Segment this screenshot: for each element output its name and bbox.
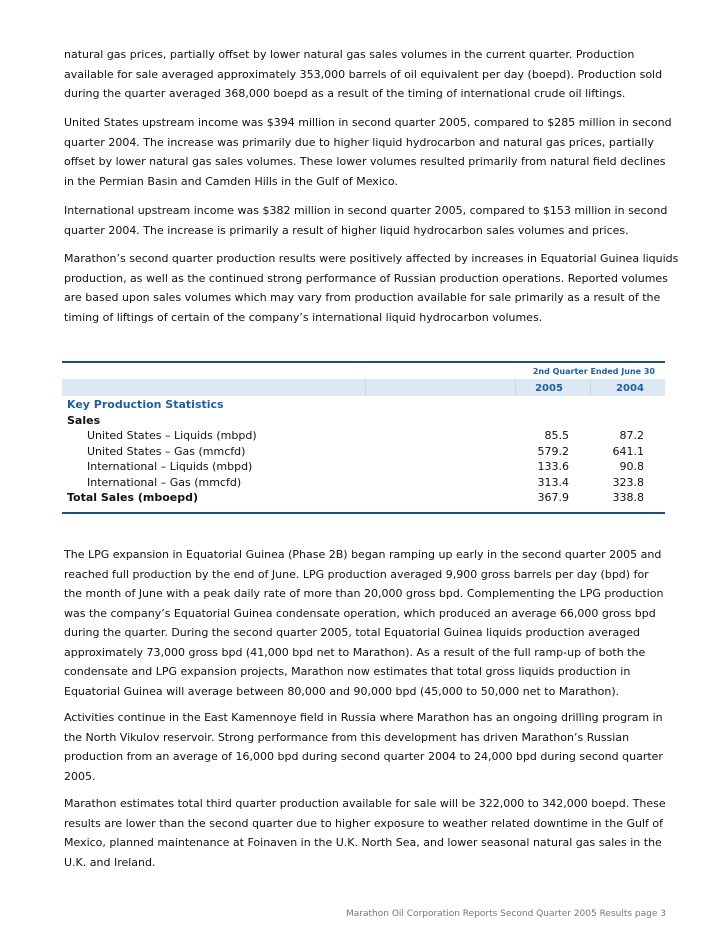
- period-header: 2nd Quarter Ended June 30: [532, 367, 655, 376]
- total-label: Total Sales (mboepd): [67, 491, 198, 504]
- value-2005: 133.6: [537, 460, 569, 473]
- year-header-2004: 2004: [616, 383, 644, 394]
- paragraph-us-upstream: [64, 113, 674, 191]
- paragraph-russia-activities: [64, 708, 674, 786]
- row-label: United States – Liquids (mbpd): [87, 429, 257, 442]
- table-row: [62, 475, 665, 490]
- value-2005: 313.4: [537, 476, 569, 489]
- section-title-row: [62, 397, 665, 412]
- text-line: the month of June with a peak daily rate of more than 20,000 gross bpd. Complementing the LPG production: [64, 587, 664, 600]
- text-line: International upstream income was $382 million in second quarter 2005, compared to $153 million in second: [64, 204, 668, 217]
- value-2004: 87.2: [619, 429, 644, 442]
- text-line: offset by lower natural gas sales volumes. These lower volumes resulted primarily from natural field declines: [64, 155, 666, 168]
- value-2004: 641.1: [612, 445, 644, 458]
- text-line: Mexico, planned maintenance at Foinaven in the U.K. North Sea, and lower seasonal natural gas sales in the: [64, 836, 662, 849]
- column-divider: [365, 379, 366, 396]
- row-label: International – Gas (mmcfd): [87, 476, 242, 489]
- group-label: Sales: [67, 414, 101, 427]
- text-line: quarter 2004. The increase was primarily due to higher liquid hydrocarbon and natural gas prices, partially: [64, 135, 654, 149]
- text-line: production from an average of 16,000 bpd during second quarter 2004 to 24,000 bpd during second quarter: [64, 750, 663, 763]
- text-line: was the company’s Equatorial Guinea condensate operation, which produced an average 66,000 gross bpd: [64, 606, 656, 620]
- value-2005: 579.2: [537, 445, 569, 458]
- column-divider: [590, 379, 591, 396]
- page-footer: Marathon Oil Corporation Reports Second Quarter 2005 Results page 3: [346, 909, 666, 919]
- paragraph-third-quarter-estimate: [64, 794, 674, 872]
- row-label: International – Liquids (mbpd): [87, 460, 253, 473]
- text-line: 2005.: [64, 769, 96, 783]
- value-2004: 323.8: [612, 476, 644, 489]
- paragraph-international-upstream: [64, 201, 674, 240]
- text-line: United States upstream income was $394 million in second quarter 2005, compared to $285 million in second: [64, 116, 672, 129]
- section-title: Key Production Statistics: [67, 398, 224, 411]
- text-line: in the Permian Basin and Camden Hills in the Gulf of Mexico.: [64, 174, 398, 188]
- text-line: production, as well as the continued strong performance of Russian production operations. Reported volumes: [64, 271, 668, 285]
- text-line: Activities continue in the East Kamennoye field in Russia where Marathon has an ongoing drilling program in: [64, 711, 663, 724]
- column-divider: [515, 379, 516, 396]
- year-header-2005: 2005: [535, 383, 563, 394]
- text-line: approximately 73,000 gross bpd (41,000 bpd net to Marathon). As a result of the full ramp-up of both the: [64, 645, 646, 659]
- text-line: Marathon’s second quarter production results were positively affected by increases in Equatorial Guinea liquids: [64, 252, 679, 265]
- value-2005: 85.5: [544, 429, 569, 442]
- text-line: during the quarter. During the second quarter 2005, total Equatorial Guinea liquids production averaged: [64, 626, 641, 639]
- text-line: reached full production by the end of June. LPG production averaged 9,900 gross barrels per day (bpd) for: [64, 567, 649, 581]
- text-line: Equatorial Guinea will average between 80,000 and 90,000 bpd (45,000 to 50,000 net to Marathon).: [64, 684, 620, 698]
- text-line: The LPG expansion in Equatorial Guinea (Phase 2B) began ramping up early in the second quarter 2005 and: [64, 548, 662, 561]
- paragraph-production-summary: [64, 45, 674, 104]
- text-line: Marathon estimates total third quarter production available for sale will be 322,000 to 342,000 boepd. These: [64, 797, 666, 810]
- text-line: quarter 2004. The increase is primarily a result of higher liquid hydrocarbon sales volumes and prices.: [64, 223, 629, 237]
- table-row: [62, 459, 665, 474]
- paragraph-second-quarter-results: [64, 249, 679, 327]
- text-line: are based upon sales volumes which may vary from production available for sale primarily as a result of the: [64, 291, 661, 304]
- table-row: [62, 428, 665, 443]
- text-line: timing of liftings of certain of the company’s international liquid hydrocarbon volumes.: [64, 310, 543, 324]
- total-value-2004: 338.8: [612, 491, 644, 504]
- text-line: results are lower than the second quarter due to higher exposure to weather related downtime in the Gulf of: [64, 816, 664, 830]
- text-line: available for sale averaged approximately 353,000 barrels of oil equivalent per day (boepd). Production sold: [64, 67, 663, 81]
- table-row: [62, 444, 665, 459]
- text-line: during the quarter averaged 368,000 boepd as a result of the timing of international crude oil liftings.: [64, 87, 626, 100]
- total-value-2005: 367.9: [537, 491, 569, 504]
- paragraph-lpg-expansion: [64, 545, 674, 701]
- table-top-rule: [62, 361, 665, 363]
- total-row: [62, 490, 665, 505]
- value-2004: 90.8: [619, 460, 644, 473]
- text-line: natural gas prices, partially offset by lower natural gas sales volumes in the current quarter. Production: [64, 48, 635, 61]
- group-label-row: [62, 413, 665, 428]
- row-label: United States – Gas (mmcfd): [87, 445, 246, 458]
- text-line: condensate and LPG expansion projects, Marathon now estimates that total gross liquids production in: [64, 665, 631, 678]
- text-line: U.K. and Ireland.: [64, 855, 156, 869]
- table-bottom-rule: [62, 512, 665, 514]
- text-line: the North Vikulov reservoir. Strong performance from this development has driven Marathon’s Russian: [64, 730, 630, 744]
